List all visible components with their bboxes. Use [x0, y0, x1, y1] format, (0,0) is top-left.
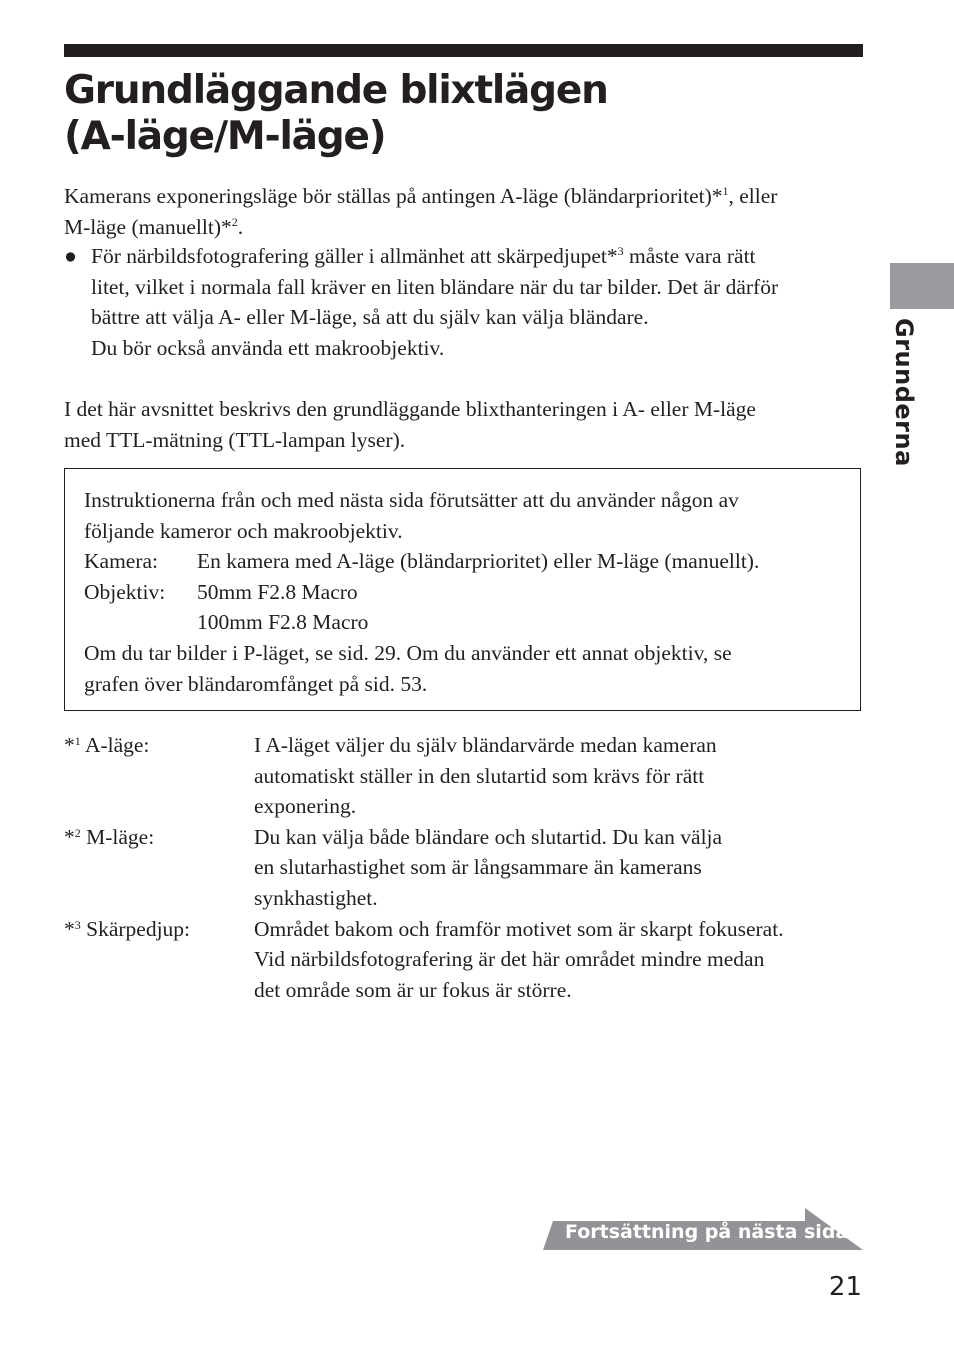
footnote-definition — [254, 730, 864, 822]
page-number: 21 — [828, 1272, 862, 1302]
lens-spec-row — [84, 577, 854, 608]
footnote-term — [64, 730, 149, 761]
page-title-line-1: Grundläggande blixtlägen — [64, 68, 608, 113]
camera-label: Kamera: — [84, 549, 159, 574]
intro-line-1 — [64, 181, 864, 212]
intro-line-2-tail: . — [237, 214, 244, 239]
footnote-definition — [254, 822, 864, 914]
bullet-line-1-tail: måste vara rätt — [623, 244, 756, 268]
footnote-definition — [254, 914, 864, 1006]
bullet-line-2: litet, vilket i normala fall kräver en liten bländare när du tar bilder. Det är därför — [91, 274, 779, 299]
footnote-term — [64, 822, 154, 853]
requirements-note-line-2: grafen över bländaromfånget på sid. 53. — [84, 671, 428, 696]
footnote-list — [64, 730, 864, 1005]
footnote-ref-2: 2 — [231, 214, 238, 229]
top-rule — [64, 44, 863, 57]
intro-line-2 — [64, 212, 864, 243]
footnote-marker: * — [64, 916, 75, 941]
footnote-number: 1 — [74, 734, 81, 748]
bullet-line-1 — [91, 241, 871, 272]
footnote-ref-3: 3 — [617, 244, 624, 258]
section-description — [64, 394, 864, 455]
bullet-marker: ● — [64, 244, 77, 268]
footnote-definition-line: Området bakom och framför motivet som är skarpt fokuserat. — [254, 916, 784, 941]
section-description-line-2: med TTL-mätning (TTL-lampan lyser). — [64, 427, 406, 452]
page-title — [64, 68, 864, 160]
bullet-line-4: Du bör också använda ett makroobjektiv. — [91, 335, 445, 360]
footnote-definition-line: Du kan välja både bländare och slutartid. Du kan välja — [254, 824, 723, 849]
intro-line-1-tail: , eller — [728, 184, 778, 208]
footnote-item — [64, 914, 864, 1006]
continued-next-page-label: Fortsättning på nästa sida — [565, 1221, 849, 1243]
footnote-definition-line: exponering. — [254, 794, 357, 819]
footnote-definition-line: det område som är ur fokus är större. — [254, 977, 572, 1002]
requirements-note-line-1: Om du tar bilder i P-läget, se sid. 29. Om du använder ett annat objektiv, se — [84, 640, 732, 665]
section-tab — [890, 263, 954, 309]
requirements-line-1: Instruktionerna från och med nästa sida förutsätter att du använder någon av — [84, 488, 739, 512]
footnote-item — [64, 730, 864, 822]
footnote-definition-line: Vid närbildsfotografering är det här området mindre medan — [254, 947, 765, 972]
footnote-marker: * — [64, 824, 75, 849]
footnote-number: 2 — [74, 825, 81, 840]
page-title-line-2: (A-läge/M-läge) — [64, 114, 386, 159]
footnote-definition-line: automatiskt ställer in den slutartid som krävs för rätt — [254, 763, 705, 788]
footnote-definition-line: en slutarhastighet som är långsammare än kamerans — [254, 855, 702, 880]
section-tab-label: Grunderna — [890, 318, 918, 467]
footnote-term-label: M-läge: — [80, 824, 155, 849]
camera-value: En kamera med A-läge (bländarprioritet) eller M-läge (manuellt). — [197, 549, 760, 574]
bullet-line-3: bättre att välja A- eller M-läge, så att du själv kan välja bländare. — [91, 305, 649, 330]
footnote-ref-1: 1 — [722, 184, 729, 198]
intro-line-2-text: M-läge (manuellt)* — [64, 214, 232, 239]
continued-next-page-banner — [543, 1208, 863, 1250]
bullet-line-1-text: För närbildsfotografering gäller i allmänhet att skärpedjupet* — [91, 244, 618, 268]
intro-line-1-text: Kamerans exponeringsläge bör ställas på antingen A-läge (bländarprioritet)* — [64, 184, 723, 208]
footnote-definition-line: synkhastighet. — [254, 885, 378, 910]
intro-paragraph — [64, 181, 864, 242]
footnote-item — [64, 822, 864, 914]
requirements-line-2: följande kameror och makroobjektiv. — [84, 518, 403, 543]
lens-value-2: 100mm F2.8 Macro — [197, 610, 369, 635]
footnote-marker: * — [64, 733, 75, 757]
lens-value-1: 50mm F2.8 Macro — [197, 579, 358, 604]
footnote-term-label: Skärpedjup: — [80, 916, 191, 941]
requirements-box — [64, 468, 861, 711]
footnote-term — [64, 914, 190, 945]
footnote-term-label: A-läge: — [80, 733, 150, 757]
requirements-content — [84, 485, 854, 699]
camera-spec-row — [84, 546, 854, 577]
lens-label: Objektiv: — [84, 579, 166, 604]
bullet-text — [91, 241, 871, 363]
footnote-definition-line: I A-läget väljer du själv bländarvärde medan kameran — [254, 733, 717, 757]
section-description-line-1: I det här avsnittet beskrivs den grundläggande blixthanteringen i A- eller M-läge — [64, 397, 756, 421]
lens-spec-row-2 — [84, 607, 854, 638]
footnote-number: 3 — [74, 917, 81, 932]
